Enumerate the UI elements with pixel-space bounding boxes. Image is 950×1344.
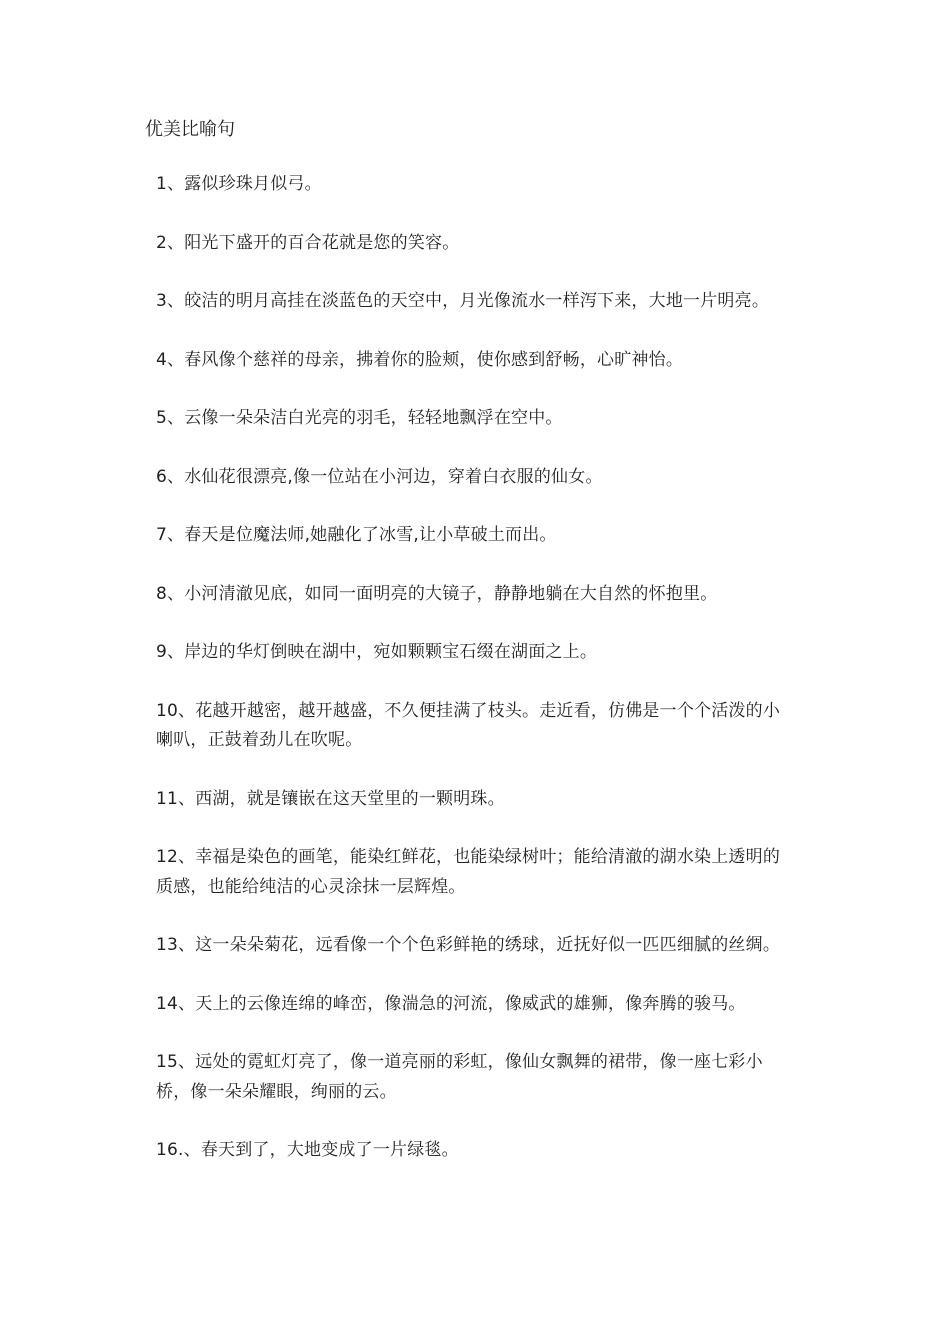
list-item: 3、皎洁的明月高挂在淡蓝色的天空中，月光像流水一样泻下来，大地一片明亮。 — [156, 291, 770, 311]
list-item: 4、春风像个慈祥的母亲，拂着你的脸颊，使你感到舒畅，心旷神怡。 — [156, 349, 684, 370]
list-item: 14、天上的云像连绵的峰峦，像湍急的河流，像威武的雄狮，像奔腾的骏马。 — [156, 993, 746, 1014]
list-item: 6、水仙花很漂亮,像一位站在小河边，穿着白衣服的仙女。 — [156, 466, 603, 487]
list-item: 7、春天是位魔法师,她融化了冰雪,让小草破土而出。 — [156, 525, 557, 545]
list-item: 11、西湖，就是镶嵌在这天堂里的一颗明珠。 — [156, 788, 505, 809]
sentence-list — [156, 170, 796, 1195]
list-item: 10、花越开越密，越开越盛，不久便挂满了枝头。走近看，仿佛是一个个活泼的小喇叭，正鼓着劲儿在吹呢。 — [156, 700, 781, 750]
list-item: 1、露似珍珠月似弓。 — [156, 174, 322, 194]
list-item: 15、远处的霓虹灯亮了，像一道亮丽的彩虹，像仙女飘舞的裙带，像一座七彩小桥，像一朵朵耀眼，绚丽的云。 — [156, 1052, 763, 1102]
list-item: 13、这一朵朵菊花，远看像一个个色彩鲜艳的绣球，近抚好似一匹匹细腻的丝绸。 — [156, 935, 781, 955]
list-item: 12、幸福是染色的画笔，能染红鲜花，也能染绿树叶；能给清澈的湖水染上透明的质感，也能给纯洁的心灵涂抹一层辉煌。 — [156, 847, 781, 897]
list-item: 8、小河清澈见底，如同一面明亮的大镜子，静静地躺在大自然的怀抱里。 — [156, 583, 718, 604]
document-title: 优美比喻句 — [145, 119, 235, 140]
list-item: 16.、春天到了，大地变成了一片绿毯。 — [156, 1140, 459, 1160]
list-item: 5、云像一朵朵洁白光亮的羽毛，轻轻地飘浮在空中。 — [156, 408, 563, 428]
list-item: 2、阳光下盛开的百合花就是您的笑容。 — [156, 232, 460, 253]
list-item: 9、岸边的华灯倒映在湖中，宛如颗颗宝石缀在湖面之上。 — [156, 642, 598, 662]
